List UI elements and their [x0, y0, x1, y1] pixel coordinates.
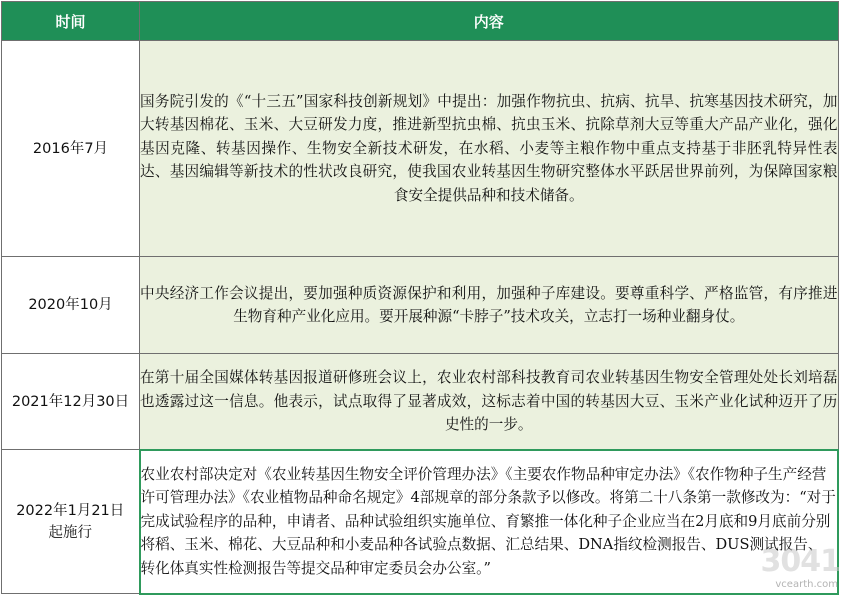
table-row [2, 354, 839, 450]
row-content-cell: 中央经济工作会议提出，要加强种质资源保护和利用，加强种子库建设。要尊重科学、严格监管，有序推进生物育种产业化应用。要开展种源“卡脖子”技术攻关，立志打一场种业翻身仗。 [140, 257, 839, 354]
column-header-time: 时间 [2, 2, 140, 41]
row-time-cell: 2016年7月 [2, 41, 140, 257]
column-header-content: 内容 [140, 2, 839, 41]
row-content-cell: 农业农村部决定对《农业转基因生物安全评价管理办法》《主要农作物品种审定办法》《农作物种子生产经营许可管理办法》《农业植物品种命名规定》4部规章的部分条款予以修改。将第二十八条第一款修改为：“对于完成试验程序的品种，申请者、品种试验组织实施单位、育繁推一体化种子企业应当在2月底和9月底前分别将稻、玉米、棉花、大豆品种和小麦品种各试验点数据、汇总结果、DNA指纹检测报告、DUS测试报告、转化体真实性检测报告等提交品种审定委员会办公室。” [140, 450, 839, 594]
row-content-cell: 国务院引发的《“十三五”国家科技创新规划》中提出：加强作物抗虫、抗病、抗旱、抗寒基因技术研究，加大转基因棉花、玉米、大豆研发力度，推进新型抗虫棉、抗虫玉米、抗除草剂大豆等重大产品产业化，强化基因克隆、转基因操作、生物安全新技术研发，在水稻、小麦等主粮作物中重点支持基于非胚乳特异性表达、基因编辑等新技术的性状改良研究，使我国农业转基因生物研究整体水平跃居世界前列，为保障国家粮食安全提供品种和技术储备。 [140, 41, 839, 257]
table-row [2, 450, 839, 594]
table-row [2, 41, 839, 257]
table-row [2, 257, 839, 354]
row-time-cell: 2020年10月 [2, 257, 140, 354]
watermark-brand: 3041 [760, 544, 840, 579]
row-content-cell: 在第十届全国媒体转基因报道研修班会议上，农业农村部科技教育司农业转基因生物安全管理处处长刘培磊也透露过这一信息。他表示，试点取得了显著成效，这标志着中国的转基因大豆、玉米产业化试种迈开了历史性的一步。 [140, 354, 839, 450]
policy-timeline-table [1, 1, 839, 595]
row-time-cell: 2021年12月30日 [2, 354, 140, 450]
row-time-cell: 2022年1月21日起施行 [2, 450, 140, 594]
watermark-site: vcearth.com [775, 579, 838, 590]
table-header-row [2, 2, 839, 41]
